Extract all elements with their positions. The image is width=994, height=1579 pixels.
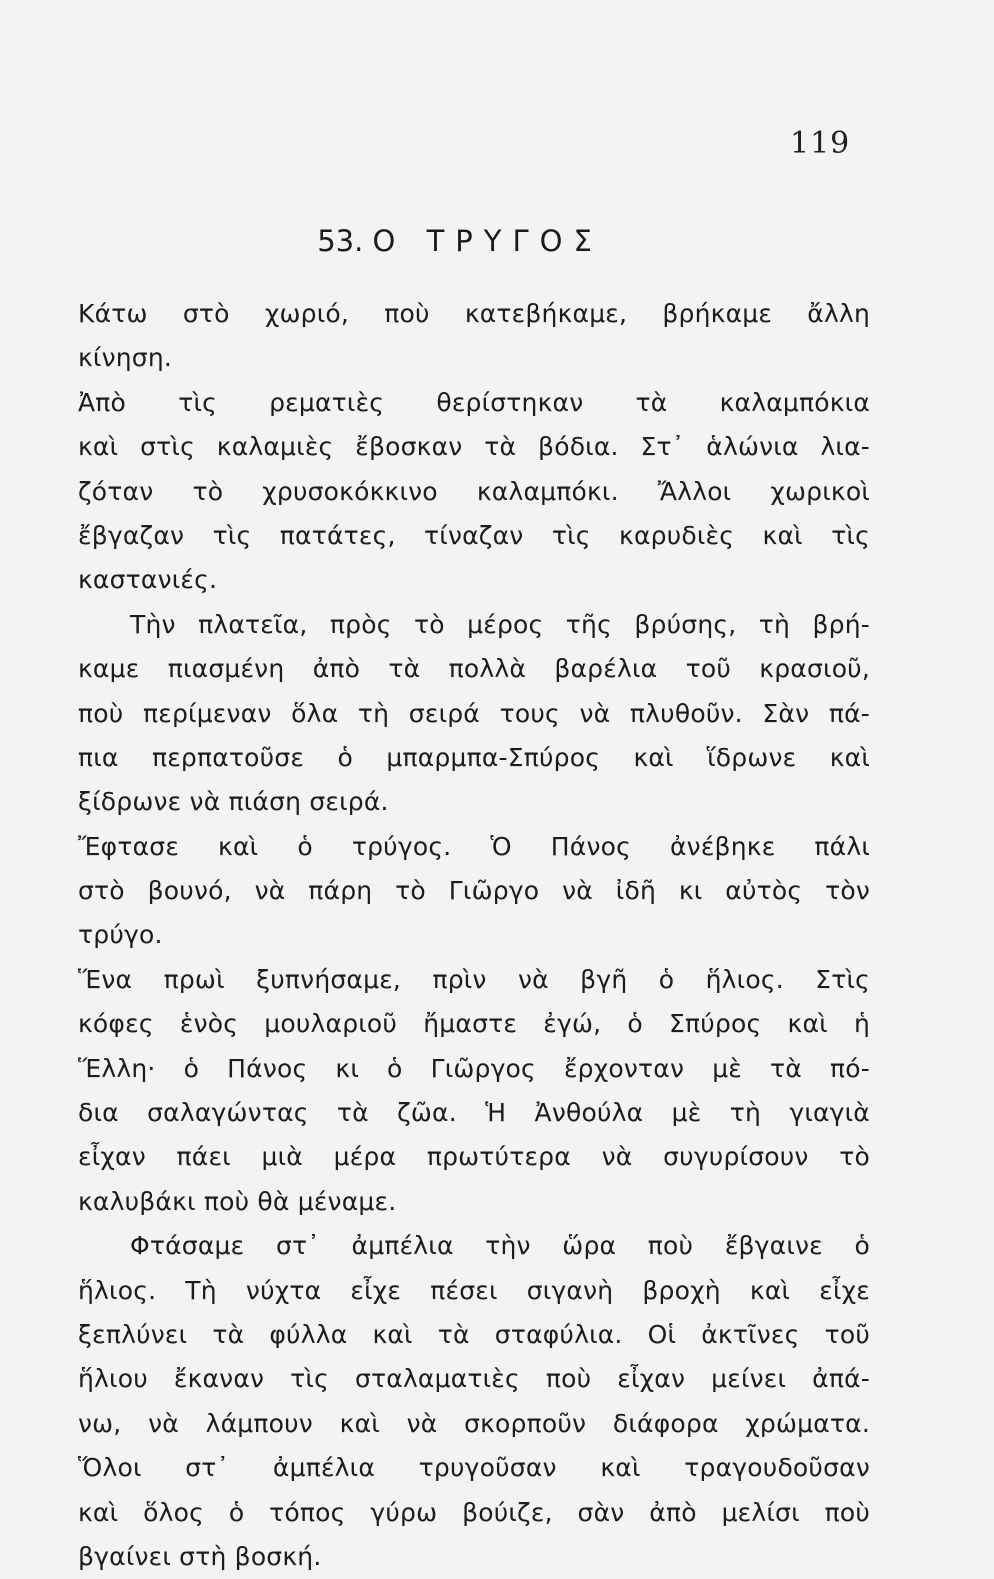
text-line: Ἀπὸ τὶς ρεματιὲς θερίστηκαν τὰ καλαμπόκια <box>78 387 870 417</box>
text-line: καστανιές. <box>78 565 218 595</box>
text-line: Ὅλοι στ᾽ ἀμπέλια τρυγοῦσαν καὶ τραγουδοῦσαν <box>78 1453 870 1483</box>
text-line: νω, νὰ λάμπουν καὶ νὰ σκορποῦν διάφορα χρώματα. <box>78 1408 870 1438</box>
text-line: ἔβγαζαν τὶς πατάτες, τίναζαν τὶς καρυδιὲς καὶ τὶς <box>78 520 870 550</box>
text-line: Ἕνα πρωὶ ξυπνήσαμε, πρὶν νὰ βγῆ ὁ ἥλιος. Στὶς <box>78 964 870 994</box>
text-line: ξεπλύνει τὰ φύλλα καὶ τὰ σταφύλια. Οἱ ἀκτῖνες τοῦ <box>78 1319 870 1349</box>
text-line: στὸ βουνό, νὰ πάρη τὸ Γιῶργο νὰ ἰδῆ κι αὐτὸς τὸν <box>78 876 870 906</box>
text-line: τρύγο. <box>78 920 163 950</box>
chapter-number: 53. <box>317 224 364 258</box>
page-number: 119 <box>790 126 851 161</box>
text-line: βγαίνει στὴ βοσκή. <box>78 1541 322 1571</box>
text-line: ποὺ περίμεναν ὅλα τὴ σειρά τους νὰ πλυθοῦν. Σὰν πά- <box>78 698 870 728</box>
text-line: πια περπατοῦσε ὁ μπαρμπα-Σπύρος καὶ ἵδρωνε καὶ <box>78 742 870 772</box>
text-line: Ἔφτασε καὶ ὁ τρύγος. Ὁ Πάνος ἀνέβηκε πάλι <box>78 831 870 861</box>
chapter-title <box>0 224 920 258</box>
text-line: δια σαλαγώντας τὰ ζῶα. Ἡ Ἀνθούλα μὲ τὴ γιαγιὰ <box>78 1098 870 1128</box>
text-line: Κάτω στὸ χωριό, ποὺ κατεβήκαμε, βρήκαμε ἄλλη <box>78 299 870 328</box>
chapter-name: Ο ΤΡΥΓΟΣ <box>372 224 603 258</box>
text-line: Φτάσαμε στ᾽ ἀμπέλια τὴν ὥρα ποὺ ἔβγαινε ὁ <box>130 1231 870 1261</box>
text-line: εἶχαν πάει μιὰ μέρα πρωτύτερα νὰ συγυρίσουν τὸ <box>78 1142 870 1172</box>
text-line: ἥλιος. Τὴ νύχτα εἶχε πέσει σιγανὴ βροχὴ καὶ εἶχε <box>78 1275 870 1305</box>
text-line: ζόταν τὸ χρυσοκόκκινο καλαμπόκι. Ἄλλοι χωρικοὶ <box>78 476 870 506</box>
text-line: καμε πιασμένη ἀπὸ τὰ πολλὰ βαρέλια τοῦ κρασιοῦ, <box>78 654 870 684</box>
text-line: καὶ ὅλος ὁ τόπος γύρω βούιζε, σὰν ἀπὸ μελίσι ποὺ <box>78 1497 870 1527</box>
text-line: ξίδρωνε νὰ πιάση σειρά. <box>78 787 389 817</box>
text-line: κόφες ἑνὸς μουλαριοῦ ἤμαστε ἐγώ, ὁ Σπύρος καὶ ἡ <box>78 1009 870 1039</box>
body-text <box>78 292 870 1579</box>
text-line: καλυβάκι ποὺ θὰ μέναμε. <box>78 1186 397 1216</box>
text-line: κίνηση. <box>78 343 173 373</box>
text-line: καὶ στὶς καλαμιὲς ἔβοσκαν τὰ βόδια. Στ᾽ ἁλώνια λια- <box>78 432 870 462</box>
text-line: ἥλιου ἔκαναν τὶς σταλαματιὲς ποὺ εἶχαν μείνει ἀπά- <box>78 1364 870 1394</box>
text-line: Τὴν πλατεῖα, πρὸς τὸ μέρος τῆς βρύσης, τὴ βρή- <box>130 609 870 639</box>
text-line: Ἕλλη· ὁ Πάνος κι ὁ Γιῶργος ἔρχονταν μὲ τὰ πό- <box>78 1053 870 1083</box>
